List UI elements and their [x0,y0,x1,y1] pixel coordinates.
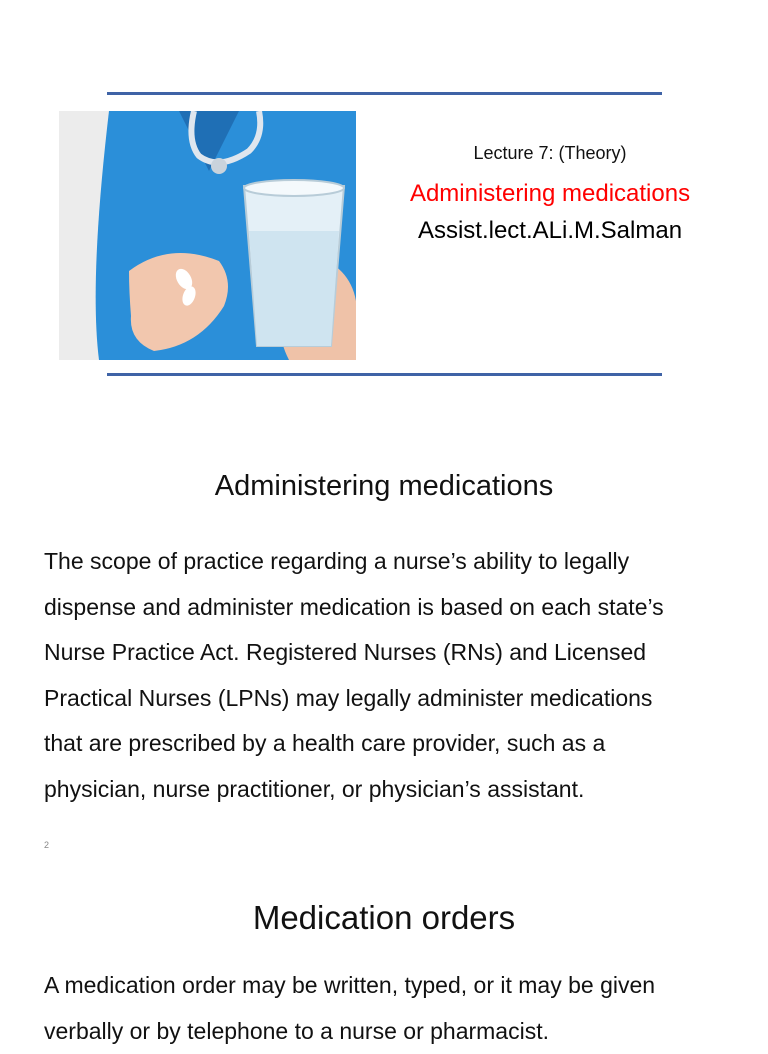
paragraph-line: dispense and administer medication is based on each state’s [44,593,664,620]
paragraph-line: verbally or by telephone to a nurse or pharmacist. [44,1017,549,1044]
lecture-topic: Administering medications [409,180,691,207]
paragraph-line: physician, nurse practitioner, or physician’s assistant. [44,775,585,802]
lecture-label: Lecture 7: (Theory) [473,143,627,163]
nurse-photo [59,111,356,360]
paragraph-line: Nurse Practice Act. Registered Nurses (RNs) and Licensed [44,639,647,666]
section-heading-administering: Administering medications [214,470,554,502]
paragraph-line: that are prescribed by a health care provider, such as a [44,730,606,757]
lecture-author: Assist.lect.ALi.M.Salman [417,217,683,244]
page-number: 2 [44,840,50,850]
section-heading-medication-orders: Medication orders [252,899,516,936]
paragraph-line: A medication order may be written, typed, or it may be given [44,972,656,998]
paragraph-medication-orders [44,963,744,1054]
slide-title-block [370,140,730,248]
top-divider-rule [107,92,662,95]
bottom-divider-rule [107,373,662,376]
paragraph-scope-of-practice [44,539,744,813]
paragraph-line: The scope of practice regarding a nurse’s ability to legally [44,548,630,574]
paragraph-line: Practical Nurses (LPNs) may legally administer medications [44,684,653,711]
